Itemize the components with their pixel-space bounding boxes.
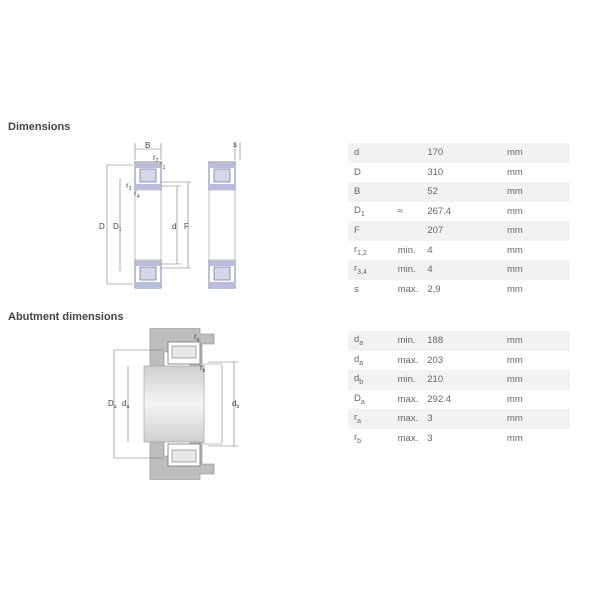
spec-value: 310 xyxy=(427,166,444,178)
abutment-dimensions-title: Abutment dimensions xyxy=(8,311,124,323)
dimensions-title: Dimensions xyxy=(8,121,71,133)
spec-unit: mm xyxy=(506,393,523,405)
spec-value: 188 xyxy=(427,331,507,351)
spec-qualifier: min. xyxy=(398,260,428,280)
label-ra: $r_a$ xyxy=(194,332,200,343)
spec-name: s xyxy=(354,283,359,295)
spec-qualifier: max. xyxy=(397,283,419,295)
spec-value: 4 xyxy=(427,244,433,256)
spec-row xyxy=(348,241,570,261)
spec-row xyxy=(348,163,570,183)
spec-unit: mm xyxy=(506,166,523,178)
spec-name: F xyxy=(348,221,398,241)
spec-row xyxy=(348,390,570,410)
abutment-diagram xyxy=(104,328,252,480)
spec-unit: mm xyxy=(506,283,523,295)
spec-unit: mm xyxy=(507,221,570,241)
spec-row xyxy=(348,260,570,280)
spec-row xyxy=(348,351,570,371)
spec-value: 52 xyxy=(427,182,507,202)
spec-qualifier: max. xyxy=(397,432,419,444)
spec-name: $r_{3,4}$ xyxy=(348,260,398,280)
label-D: D xyxy=(99,222,105,231)
spec-qualifier: max. xyxy=(397,393,419,405)
spec-row xyxy=(348,202,570,222)
spec-qualifier xyxy=(398,163,428,183)
spec-row xyxy=(348,370,570,390)
label-da: $d_a$ xyxy=(122,399,130,410)
spec-name: $r_b$ xyxy=(354,431,362,445)
spec-row xyxy=(348,182,570,202)
spec-row xyxy=(348,143,570,163)
bearing-cross-section-diagram xyxy=(95,138,255,294)
spec-unit: mm xyxy=(507,143,570,163)
label-B: B xyxy=(145,141,151,150)
label-r1: $r_1$ xyxy=(160,160,166,171)
spec-value: 210 xyxy=(427,370,507,390)
spec-unit: mm xyxy=(506,205,523,217)
spec-row xyxy=(348,429,570,449)
spec-row xyxy=(348,221,570,241)
spec-row xyxy=(348,331,570,351)
spec-value: 2,9 xyxy=(427,283,441,295)
spec-qualifier xyxy=(398,182,428,202)
spec-qualifier xyxy=(398,221,428,241)
spec-qualifier: min. xyxy=(398,370,428,390)
spec-name: $d_a$ xyxy=(348,331,398,351)
spec-name: d xyxy=(348,143,398,163)
label-r2: $r_2$ xyxy=(153,153,159,164)
spec-unit: mm xyxy=(507,370,570,390)
spec-value: 170 xyxy=(427,143,507,163)
spec-name: $D_a$ xyxy=(354,392,365,406)
spec-qualifier: min. xyxy=(398,331,428,351)
dimensions-table xyxy=(348,143,570,299)
spec-name: $d_a$ xyxy=(354,353,364,367)
spec-name: $D_1$ xyxy=(354,204,365,218)
spec-unit: mm xyxy=(507,331,570,351)
spec-unit: mm xyxy=(506,432,523,444)
spec-name: $r_{1,2}$ xyxy=(354,243,367,257)
label-d: d xyxy=(172,222,177,231)
spec-value: 267.4 xyxy=(427,205,452,217)
abutment-table xyxy=(348,331,570,448)
label-F: F xyxy=(184,222,189,231)
label-r4: $r_4$ xyxy=(134,189,140,200)
label-Da: $D_a$ xyxy=(108,399,117,410)
spec-qualifier xyxy=(398,143,428,163)
spec-name: B xyxy=(348,182,398,202)
spec-value: 3 xyxy=(427,409,507,429)
spec-value: 4 xyxy=(427,260,507,280)
label-D1: $D_1$ xyxy=(113,222,122,233)
label-s: s xyxy=(233,140,237,149)
spec-value: 3 xyxy=(427,432,433,444)
spec-unit: mm xyxy=(507,409,570,429)
spec-value: 292.4 xyxy=(427,393,452,405)
spec-qualifier: min. xyxy=(397,244,416,256)
label-db: $d_b$ xyxy=(232,399,240,410)
spec-name: $d_b$ xyxy=(348,370,398,390)
spec-unit: mm xyxy=(507,182,570,202)
spec-qualifier: max. xyxy=(398,409,428,429)
spec-name: $r_a$ xyxy=(348,409,398,429)
spec-qualifier: ≈ xyxy=(397,205,403,217)
label-rb: $r_b$ xyxy=(200,363,206,374)
spec-name: D xyxy=(354,166,361,178)
spec-value: 207 xyxy=(427,221,507,241)
spec-unit: mm xyxy=(507,260,570,280)
spec-value: 203 xyxy=(427,354,444,366)
spec-qualifier: max. xyxy=(397,354,419,366)
spec-row xyxy=(348,280,570,300)
label-r3: $r_3$ xyxy=(126,181,132,192)
spec-row xyxy=(348,409,570,429)
spec-unit: mm xyxy=(506,244,523,256)
spec-unit: mm xyxy=(506,354,523,366)
